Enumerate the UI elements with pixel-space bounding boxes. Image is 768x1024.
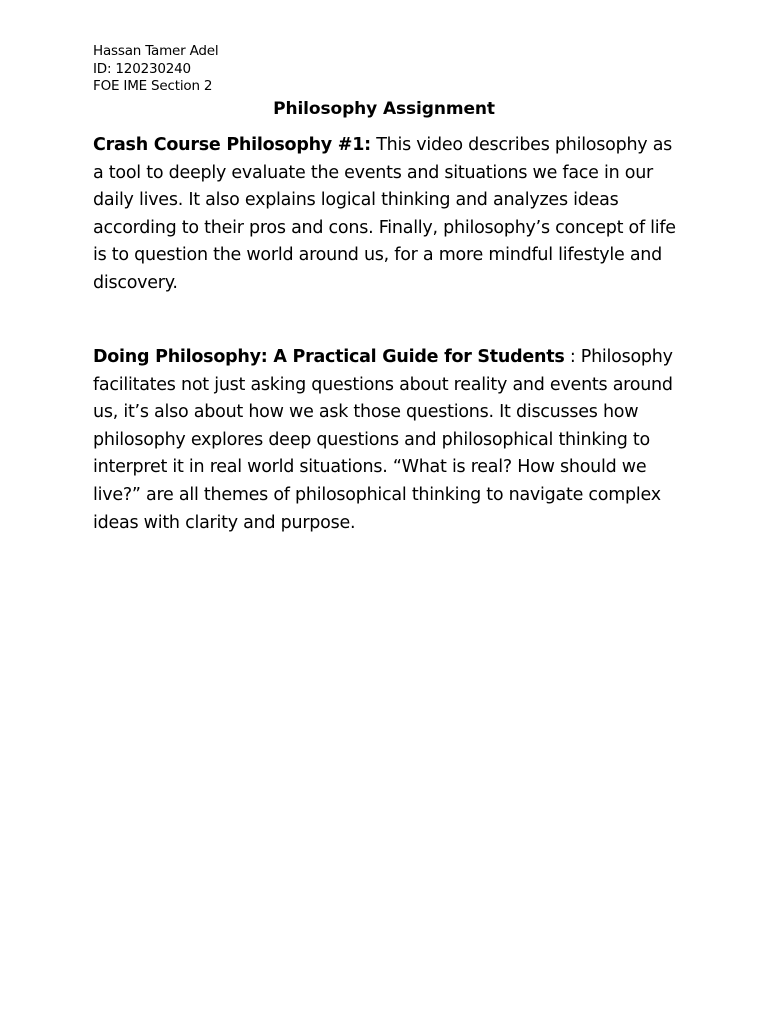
paragraph-doing-philosophy [93,344,683,537]
author-header [93,43,218,96]
paragraph-body: This video describes philosophy as a tool to deeply evaluate the events and situations we face in our daily lives. It also explains logical thinking and analyzes ideas according to their pros and cons. Finally, philosophy’s concept of life is to question the world around us, for a more mindful lifestyle and discovery. [93,135,676,293]
paragraph-body: : Philosophy facilitates not just asking questions about reality and events around us, it’s also about how we ask those questions. It discusses how philosophy explores deep questions and philosophical thinking to interpret it in real world situations. “What is real? How should we live?” are all themes of philosophical thinking to navigate complex ideas with clarity and purpose. [93,347,673,533]
paragraph-heading: Crash Course Philosophy #1: [93,135,371,155]
paragraph-crash-course [93,132,683,298]
student-id: ID: 120230240 [93,60,191,77]
document-title: Philosophy Assignment [273,99,495,119]
section-label: FOE IME Section 2 [93,78,213,94]
paragraph-heading: Doing Philosophy: A Practical Guide for Students [93,347,565,367]
author-name: Hassan Tamer Adel [93,43,219,59]
